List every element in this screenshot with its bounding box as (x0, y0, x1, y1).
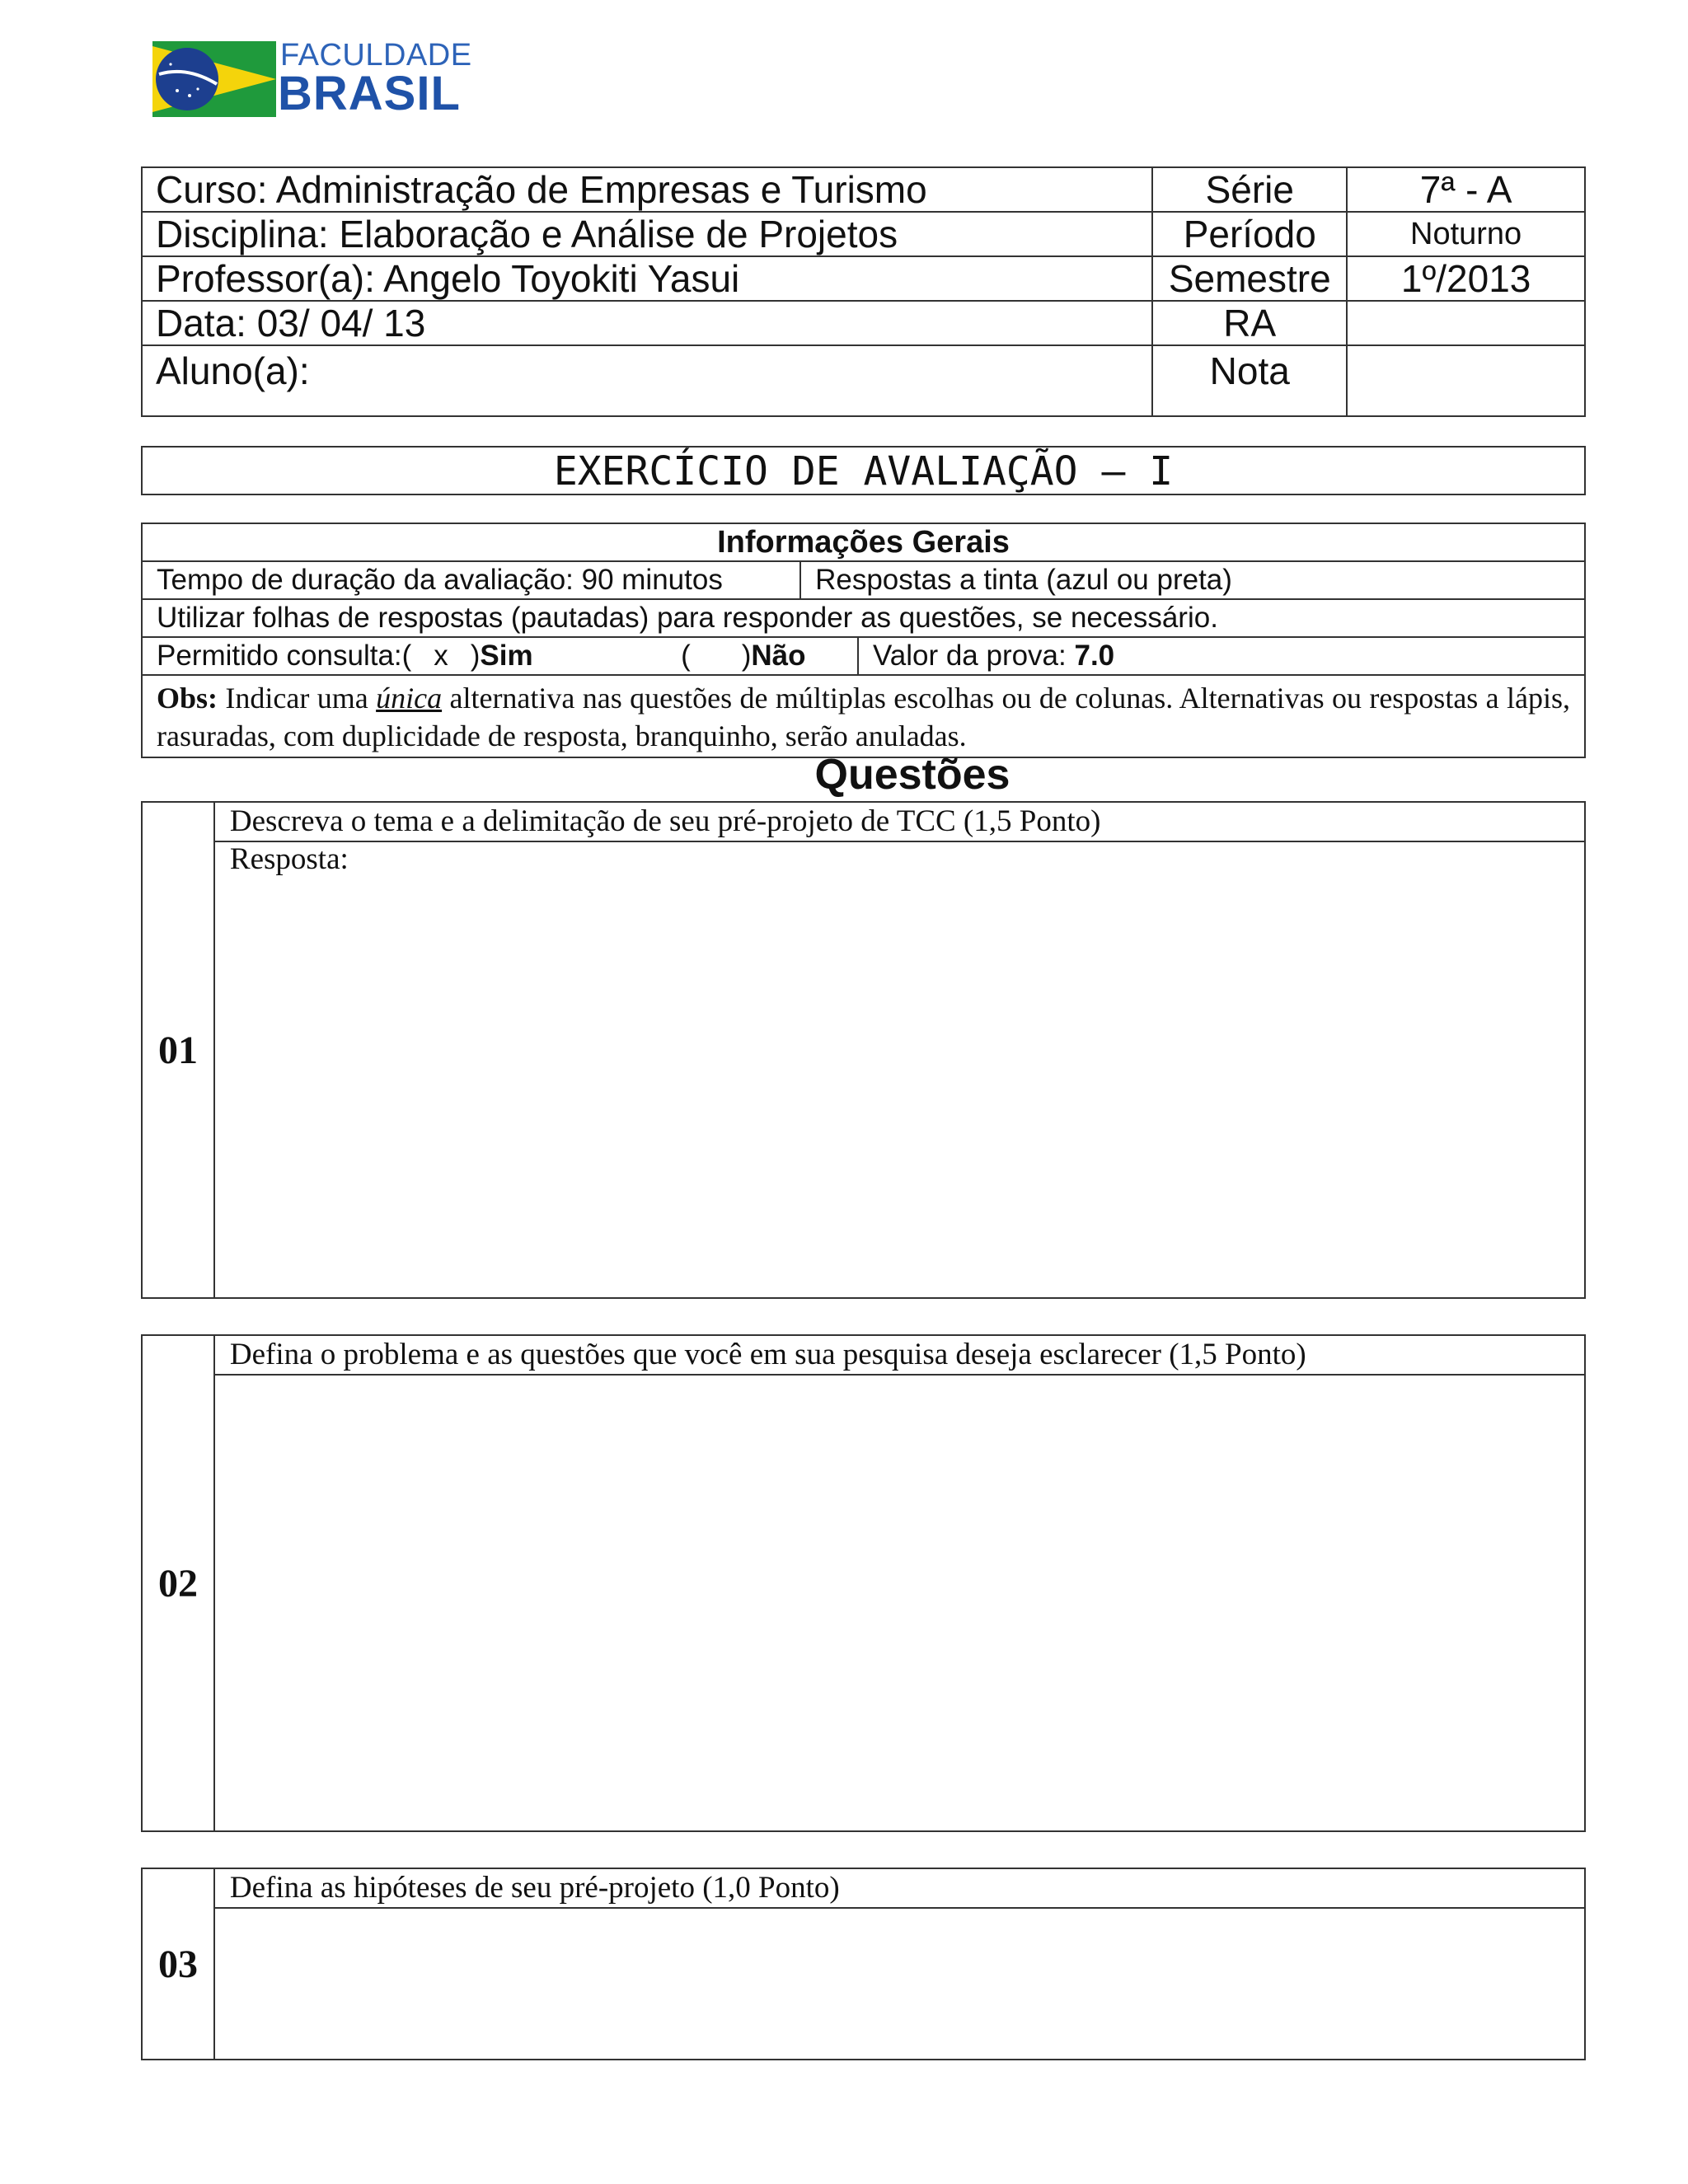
info-value (858, 637, 1585, 675)
course-label: Curso: Administração de Empresas e Turismo (142, 167, 1152, 212)
value-amount: 7.0 (1074, 640, 1115, 672)
question-number: 03 (142, 1868, 214, 2060)
header-table (141, 166, 1586, 417)
question-text: Descreva o tema e a delimitação de seu pré-projeto de TCC (1,5 Ponto) (214, 802, 1585, 841)
info-answer-sheets: Utilizar folhas de respostas (pautadas) para responder as questões, se necessário. (142, 599, 1585, 637)
semestre-value: 1º/2013 (1347, 256, 1585, 301)
periodo-label: Período (1152, 212, 1347, 256)
info-obs (142, 675, 1585, 757)
consult-no-open: ( (681, 640, 691, 672)
question-03 (141, 1868, 1586, 2060)
question-text: Defina o problema e as questões que você em sua pesquisa deseja esclarecer (1,5 Ponto) (214, 1335, 1585, 1375)
info-consult (142, 637, 858, 675)
periodo-value: Noturno (1347, 212, 1585, 256)
general-info-table (141, 523, 1586, 758)
question-number: 02 (142, 1335, 214, 1831)
question-text: Defina as hipóteses de seu pré-projeto (1,0 Ponto) (214, 1868, 1585, 1908)
question-01 (141, 801, 1586, 1299)
consult-no-label: Não (751, 640, 806, 672)
consult-yes-label: Sim (480, 640, 533, 672)
answer-label: Resposta: (229, 842, 349, 876)
consult-prefix: Permitido consulta:( (157, 640, 412, 672)
value-label: Valor da prova: (872, 640, 1067, 672)
question-02 (141, 1334, 1586, 1832)
page-title: EXERCÍCIO DE AVALIAÇÃO – I (141, 446, 1586, 495)
serie-value: 7ª - A (1347, 167, 1585, 212)
serie-label: Série (1152, 167, 1347, 212)
date-label: Data: 03/ 04/ 13 (142, 301, 1152, 345)
obs-label: Obs: (157, 682, 218, 715)
ra-field[interactable] (1347, 301, 1585, 345)
answer-area[interactable] (214, 1908, 1585, 2060)
question-number: 01 (142, 802, 214, 1298)
logo-text-brasil: BRASIL (278, 67, 461, 120)
student-label[interactable]: Aluno(a): (142, 345, 1152, 416)
consult-yes-mark[interactable]: x (434, 640, 448, 672)
discipline-label: Disciplina: Elaboração e Análise de Projetos (142, 212, 1152, 256)
info-duration: Tempo de duração da avaliação: 90 minutos (142, 561, 800, 599)
obs-emphasis: única (376, 682, 443, 715)
answer-area[interactable] (214, 841, 1585, 1298)
ra-label: RA (1152, 301, 1347, 345)
logo-text-faculdade: FACULDADE (280, 38, 472, 73)
answer-area[interactable] (214, 1375, 1585, 1831)
nota-field[interactable] (1347, 345, 1585, 416)
brazil-flag-icon (152, 41, 276, 117)
info-heading: Informações Gerais (142, 523, 1585, 561)
semestre-label: Semestre (1152, 256, 1347, 301)
info-ink: Respostas a tinta (azul ou preta) (800, 561, 1585, 599)
professor-label: Professor(a): Angelo Toyokiti Yasui (142, 256, 1152, 301)
consult-close: ) (470, 640, 481, 672)
nota-label: Nota (1152, 345, 1347, 416)
consult-no-close: ) (741, 640, 752, 672)
institution-logo (152, 35, 472, 125)
obs-text-2: alternativa nas questões de múltiplas escolhas ou de colunas. Alternativas ou respostas a lápis, rasuradas, com duplicidade de resposta, branquinho, serão anuladas. (157, 682, 1571, 752)
questions-heading: Questões (814, 751, 1010, 799)
obs-text-1: Indicar uma (225, 682, 368, 715)
